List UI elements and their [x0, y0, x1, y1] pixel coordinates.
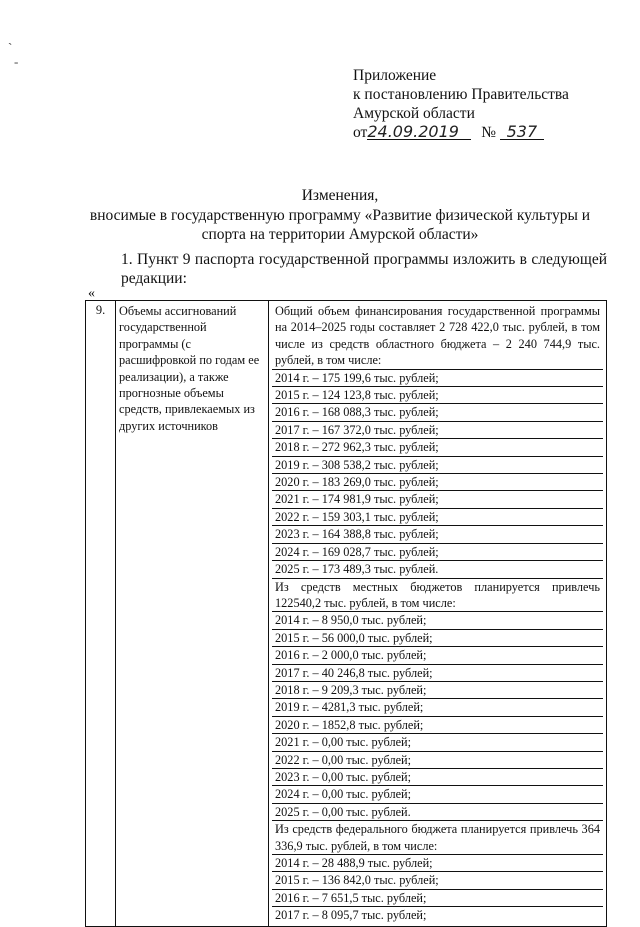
funding-year-line: 2014 г. – 8 950,0 тыс. рублей; — [272, 612, 603, 629]
table-row — [86, 301, 607, 927]
funding-summary: Из средств местных бюджетов планируется привлечь 122540,2 тыс. рублей, в том числе: — [272, 579, 603, 613]
appendix-block — [353, 66, 569, 142]
appendix-line: Амурской области — [353, 105, 475, 122]
funding-cell — [269, 301, 607, 927]
funding-year-line: 2025 г. – 173 489,3 тыс. рублей. — [272, 561, 603, 578]
funding-year-line: 2024 г. – 169 028,7 тыс. рублей; — [272, 544, 603, 561]
funding-year-line: 2025 г. – 0,00 тыс. рублей. — [272, 804, 603, 821]
funding-year-line: 2018 г. – 9 209,3 тыс. рублей; — [272, 682, 603, 699]
item-number: 9. — [86, 301, 116, 927]
funding-year-line: 2016 г. – 7 651,5 тыс. рублей; — [272, 890, 603, 907]
scan-mark: - — [14, 54, 19, 69]
funding-year-line: 2014 г. – 175 199,6 тыс. рублей; — [272, 370, 603, 387]
funding-year-line: 2019 г. – 4281,3 тыс. рублей; — [272, 699, 603, 716]
number-prefix: № — [481, 124, 496, 141]
title-line: спорта на территории Амурской области» — [201, 226, 479, 243]
funding-lines — [272, 303, 603, 924]
funding-year-line: 2016 г. – 2 000,0 тыс. рублей; — [272, 647, 603, 664]
funding-year-line: 2022 г. – 159 303,1 тыс. рублей; — [272, 509, 603, 526]
funding-year-line: 2023 г. – 0,00 тыс. рублей; — [272, 769, 603, 786]
funding-year-line: 2020 г. – 1852,8 тыс. рублей; — [272, 717, 603, 734]
funding-year-line: 2015 г. – 56 000,0 тыс. рублей; — [272, 630, 603, 647]
date-prefix: от — [353, 124, 368, 141]
funding-year-line: 2022 г. – 0,00 тыс. рублей; — [272, 752, 603, 769]
funding-year-line: 2015 г. – 136 842,0 тыс. рублей; — [272, 872, 603, 889]
funding-year-line: 2023 г. – 164 388,8 тыс. рублей; — [272, 526, 603, 543]
funding-year-line: 2014 г. – 28 488,9 тыс. рублей; — [272, 855, 603, 872]
title-line: вносимые в государственную программу «Развитие физической культуры и — [89, 206, 591, 224]
funding-year-line: 2016 г. – 168 088,3 тыс. рублей; — [272, 404, 603, 421]
funding-summary: Общий объем финансирования государственной программы на 2014–2025 годы составляет 2 728 422,0 тыс. рублей, в том числе из средств областного бюджета – 2 240 744,9 тыс. рублей, в том числе: — [272, 303, 603, 370]
funding-year-line: 2024 г. – 0,00 тыс. рублей; — [272, 786, 603, 803]
funding-year-line: 2017 г. – 8 095,7 тыс. рублей; — [275, 908, 427, 923]
document-title — [60, 186, 620, 245]
handwritten-number: 537 — [500, 124, 544, 140]
appendix-line: Приложение — [353, 67, 437, 84]
title-line: Изменения, — [301, 187, 379, 204]
appendix-date-line — [353, 123, 569, 142]
item-label: Объемы ассигнований государственной программы (с расшифровкой по годам ее реализации), а также прогнозные объемы средств, привлекаемых из других источников — [116, 301, 269, 927]
funding-year-line: 2017 г. – 167 372,0 тыс. рублей; — [272, 422, 603, 439]
passport-table — [85, 300, 607, 927]
funding-year-line: 2015 г. – 124 123,8 тыс. рублей; — [272, 387, 603, 404]
funding-year-line: 2021 г. – 0,00 тыс. рублей; — [272, 734, 603, 751]
appendix-line: к постановлению Правительства — [353, 86, 569, 103]
funding-year-line: 2018 г. – 272 962,3 тыс. рублей; — [272, 439, 603, 456]
funding-year-line: 2020 г. – 183 269,0 тыс. рублей; — [272, 474, 603, 491]
intro-paragraph — [85, 250, 607, 288]
funding-summary: Из средств федерального бюджета планируется привлечь 364 336,9 тыс. рублей, в том числе: — [272, 821, 603, 855]
funding-year-line: 2021 г. – 174 981,9 тыс. рублей; — [272, 491, 603, 508]
funding-year-line: 2019 г. – 308 538,2 тыс. рублей; — [272, 457, 603, 474]
funding-year-line: 2017 г. – 40 246,8 тыс. рублей; — [272, 665, 603, 682]
open-quote: « — [88, 286, 95, 301]
intro-text: 1. Пункт 9 паспорта государственной программы изложить в следующей редакции: — [121, 251, 607, 287]
scan-mark: ` — [8, 40, 13, 55]
handwritten-date: 24.09.2019 — [367, 124, 471, 140]
